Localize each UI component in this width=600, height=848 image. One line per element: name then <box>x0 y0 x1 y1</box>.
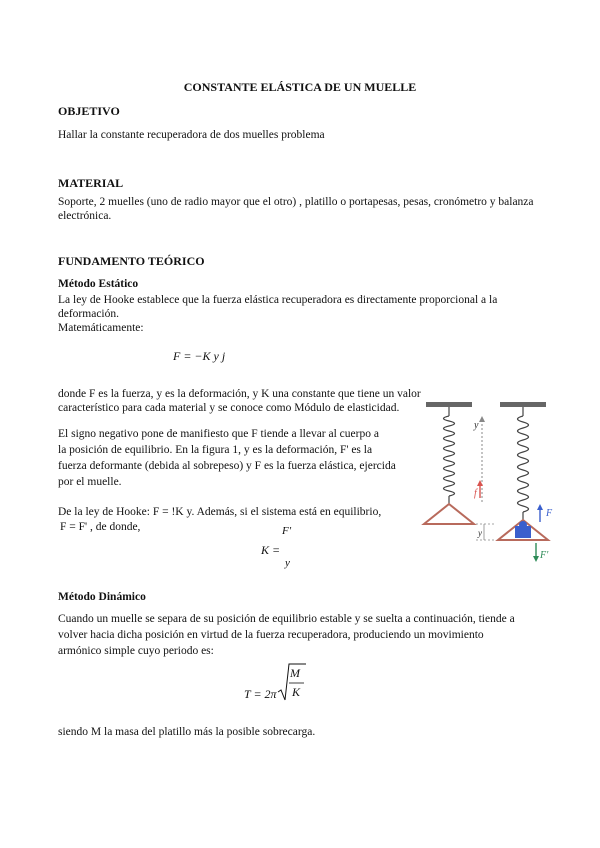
label-f: f <box>474 488 477 499</box>
dinamico-line1: Cuando un muelle se separa de su posición de equilibrio estable y se suelta a continuación, tiende a <box>58 613 515 625</box>
estatico-p3-line2: la posición de equilibrio. En la figura 1, y es la deformación, F' es la <box>58 444 373 456</box>
equation-period-lhs: T = 2π <box>244 687 277 701</box>
estatico-p4-line1: De la ley de Hooke: F = !K y. Además, si el sistema está en equilibrio, <box>58 506 382 518</box>
metodo-dinamico-heading: Método Dinámico <box>58 591 146 603</box>
estatico-p2-line2: característico para cada material y se conoce como Módulo de elasticidad. <box>58 402 400 414</box>
fundamento-heading: FUNDAMENTO TEÓRICO <box>58 254 205 268</box>
estatico-p3-line1: El signo negativo pone de manifiesto que F tiende a llevar al cuerpo a <box>58 428 379 440</box>
dinamico-line3: armónico simple cuyo periodo es: <box>58 645 214 657</box>
estatico-p3-line4: por el muelle. <box>58 476 122 488</box>
document-title: CONSTANTE ELÁSTICA DE UN MUELLE <box>183 80 417 94</box>
equation-period-denominator: K <box>292 685 301 699</box>
objetivo-heading: OBJETIVO <box>58 104 120 118</box>
label-F: F <box>546 508 553 519</box>
estatico-p2-line1: donde F es la fuerza, y es la deformación, y K una constante que tiene un valor <box>58 388 421 400</box>
left-support-bar <box>426 402 472 407</box>
left-tray <box>424 504 474 524</box>
objetivo-text: Hallar la constante recuperadora de dos muelles problema <box>58 129 325 141</box>
label-y-deformation: y <box>478 528 482 538</box>
label-y: y <box>474 420 479 431</box>
material-heading: MATERIAL <box>58 176 124 190</box>
equation-k-numerator: F' <box>282 525 292 537</box>
dinamico-line2: volver hacia dicha posición en virtud de la fuerza recuperadora, produciendo un movimiento <box>58 629 484 641</box>
material-line-2: electrónica. <box>58 210 112 222</box>
estatico-p1-line1: La ley de Hooke establece que la fuerza elástica recuperadora es directamente proporcional a la <box>58 294 498 306</box>
equation-period-numerator: M <box>290 666 300 680</box>
metodo-estatico-heading: Método Estático <box>58 278 139 290</box>
material-line-1: Soporte, 2 muelles (uno de radio mayor que el otro) , platillo o portapesas, pesas, cronómetro y balanza <box>58 196 534 208</box>
spring-figure <box>418 398 566 570</box>
estatico-p4-line2: F = F' , de donde, <box>60 521 141 533</box>
right-support-bar <box>500 402 546 407</box>
right-spring <box>518 416 529 512</box>
estatico-p1-line3: Matemáticamente: <box>58 322 144 334</box>
dinamico-last-line: siendo M la masa del platillo más la posible sobrecarga. <box>58 726 316 738</box>
equation-k-lhs: K = <box>261 543 281 557</box>
left-spring <box>444 416 455 496</box>
equation-hooke: F = −K y j <box>173 349 226 363</box>
equation-k-denominator: y <box>285 557 290 569</box>
label-F-prime: F' <box>540 550 549 561</box>
estatico-p3-line3: fuerza deformante (debida al sobrepeso) y F es la fuerza elástica, ejercida <box>58 460 396 472</box>
estatico-p1-line2: deformación. <box>58 308 119 320</box>
